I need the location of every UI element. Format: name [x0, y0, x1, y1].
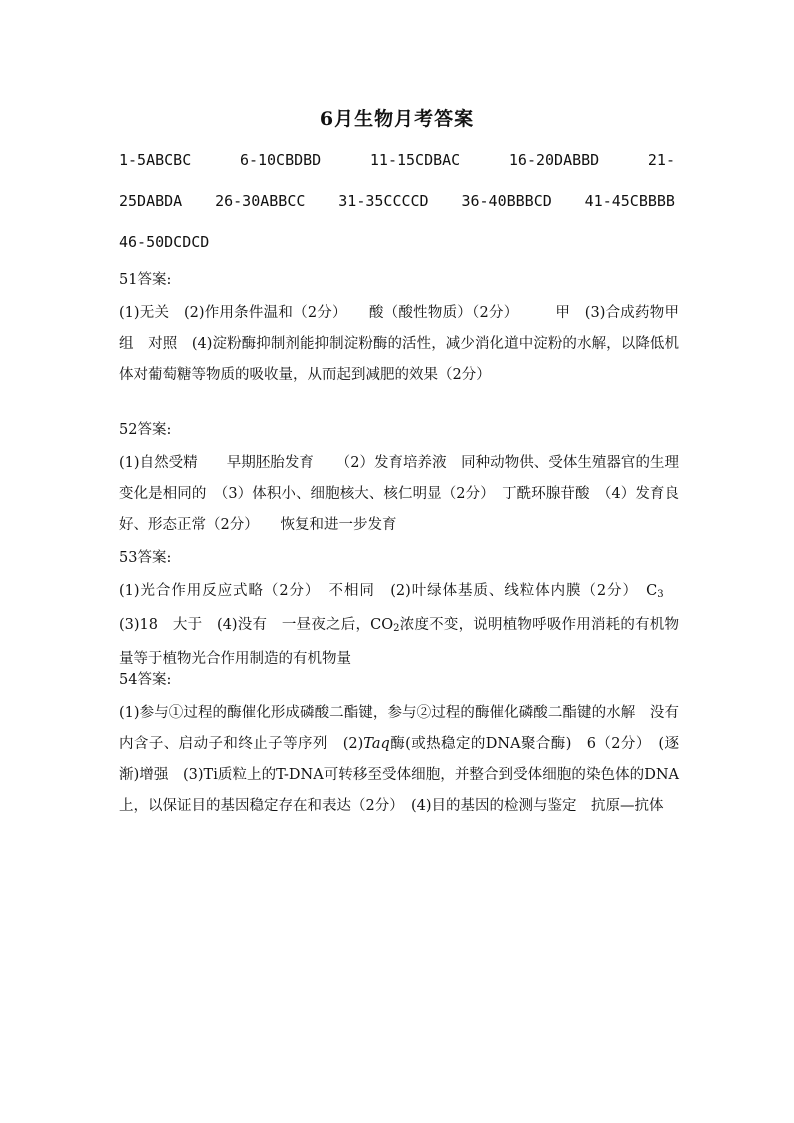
- subscript: 3: [657, 589, 664, 600]
- mc-answer-group: 25DABDA: [119, 192, 183, 210]
- answer-52: [119, 418, 679, 541]
- mc-answer-group: 16-20DABBD: [508, 151, 600, 169]
- answer-53: [119, 546, 679, 675]
- italic-term: Taq: [363, 736, 390, 752]
- mc-answer-group: 11-15CDBAC: [369, 151, 461, 169]
- answer-text: (1)自然受精 早期胚胎发育 （2）发育培养液 同种动物供、受体生殖器官的生理变化是相同的 （3）体积小、细胞核大、核仁明显（2分） 丁酰环腺苷酸 （4）发育良好、形态正常（2分） 恢复和进一步发育: [119, 455, 679, 533]
- mc-answer-group: 31-35CCCCD: [338, 192, 429, 210]
- mc-answer-group: 36-40BBBCD: [461, 192, 552, 210]
- mc-answers-row-3: [119, 232, 675, 252]
- question-label: 53答案:: [119, 550, 172, 566]
- question-label: 51答案:: [119, 272, 172, 288]
- subscript: 2: [393, 623, 400, 634]
- mc-answers-row-2: [119, 191, 675, 211]
- answer-text-part: 酶(或热稳定的DNA聚合酶) 6（2分） (逐渐)增强 (3)Ti质粒上的T-DNA可转移至受体细胞，并整合到受体细胞的染色体的DNA上，以保证目的基因稳定存在和表达（2分） (4)目的基因的检测与鉴定 抗原—抗体: [119, 736, 679, 814]
- answer-51: [119, 268, 679, 391]
- answer-text: (1)无关 (2)作用条件温和（2分） 酸（酸性物质）（2分） 甲 (3)合成药物甲组 对照 (4)淀粉酶抑制剂能抑制淀粉酶的活性，减少消化道中淀粉的水解，以降低机体对葡萄糖等物质的吸收量，从而起到减肥的效果（2分）: [119, 305, 679, 383]
- answer-text: [119, 698, 679, 822]
- question-label: 54答案:: [119, 672, 172, 688]
- mc-answer-group: 6-10CBDBD: [239, 151, 322, 169]
- mc-answer-group: 41-45CBBBB: [584, 192, 675, 210]
- question-label: 52答案:: [119, 422, 172, 438]
- mc-answer-group: 21-: [647, 151, 675, 169]
- answer-text-part: (3)18 大于 (4)没有 一昼夜之后，CO: [119, 583, 680, 633]
- answer-text: [119, 576, 679, 675]
- mc-answer-group: 26-30ABBCC: [215, 192, 306, 210]
- mc-answer-group: 46-50DCDCD: [119, 233, 210, 251]
- answer-text-part: (1)光合作用反应式略（2分） 不相同 (2)叶绿体基质、线粒体内膜（2分） C: [119, 583, 658, 599]
- mc-answers-row-1: [119, 150, 675, 170]
- mc-answer-group: 1-5ABCBC: [119, 151, 192, 169]
- answer-54: [119, 668, 679, 822]
- page-title: 6月生物月考答案: [319, 108, 475, 130]
- answer-text-part: (1)参与①过程的酶催化形成磷酸二酯键，参与②过程的酶催化磷酸二酯键的水解 没有内含子、启动子和终止子等序列 (2): [119, 705, 679, 752]
- answer-text-part: 浓度不变，说明植物呼吸作用消耗的有机物量等于植物光合作用制造的有机物量: [119, 617, 680, 667]
